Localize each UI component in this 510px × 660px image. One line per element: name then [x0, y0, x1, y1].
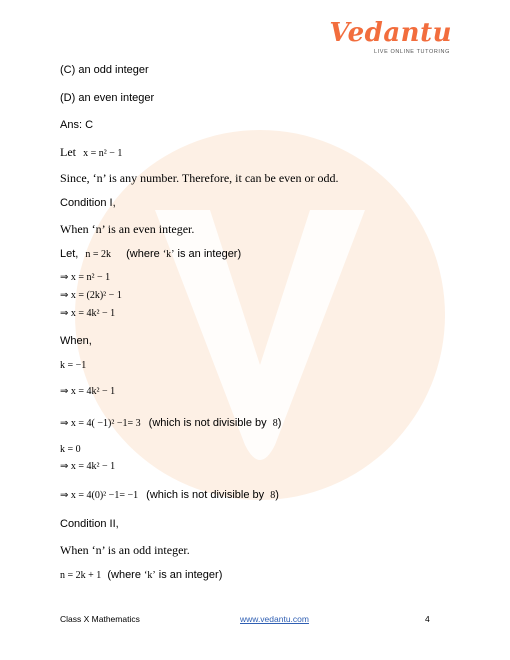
- option-c: (C) an odd integer: [60, 64, 149, 76]
- odd-k: ‘k’: [144, 570, 156, 581]
- step-7-note: (which is not divisible by: [146, 489, 265, 501]
- step-5-note: (which is not divisible by: [148, 417, 267, 429]
- eight-a: 8: [272, 418, 278, 429]
- odd-expression: n = 2k + 1: [60, 570, 102, 581]
- let2-expression: n = 2k: [85, 249, 112, 260]
- step-3: ⇒ x = 4k² − 1: [60, 308, 116, 319]
- step-6: ⇒ x = 4k² − 1: [60, 461, 116, 472]
- when-even: When ‘n’ is an even integer.: [60, 222, 195, 236]
- when-label: When,: [60, 335, 92, 347]
- vedantu-logo[interactable]: [329, 18, 452, 58]
- odd-where-end: is an integer): [158, 569, 223, 581]
- odd-n-line: [60, 569, 222, 581]
- let2-k: ‘k’: [162, 249, 175, 260]
- let2-where: (where: [126, 248, 160, 260]
- let2-where-end: is an integer): [177, 248, 242, 260]
- footer-class-label: Class X Mathematics: [60, 614, 140, 624]
- step-4: ⇒ x = 4k² − 1: [60, 386, 116, 397]
- let-label: Let: [60, 145, 76, 159]
- logo-tagline: LIVE ONLINE TUTORING: [374, 49, 450, 55]
- logo-text: Vedantu: [329, 18, 452, 48]
- let-line: [60, 145, 122, 160]
- when-odd: When ‘n’ is an odd integer.: [60, 543, 190, 557]
- close-paren-b: ): [275, 489, 279, 501]
- close-paren-a: ): [277, 417, 282, 429]
- since-line: Since, ‘n’ is any number. Therefore, it can be even or odd.: [60, 171, 339, 185]
- condition-one: Condition I,: [60, 197, 116, 209]
- k-zero: k = 0: [60, 444, 81, 455]
- step-7: ⇒ x = 4(0)² −1= −1: [60, 490, 139, 501]
- footer-page-number: 4: [425, 614, 430, 624]
- step-2: ⇒ x = (2k)² − 1: [60, 290, 122, 301]
- condition-two: Condition II,: [60, 518, 119, 530]
- odd-where: (where: [107, 569, 141, 581]
- footer-website-link[interactable]: www.vedantu.com: [240, 614, 309, 624]
- step-5-line: [60, 417, 281, 429]
- let-n-line: [60, 248, 241, 260]
- let2-label: Let,: [60, 248, 79, 260]
- answer: Ans: C: [60, 119, 94, 131]
- step-7-line: [60, 489, 279, 501]
- k-minus-one: k = −1: [60, 360, 87, 371]
- step-5: ⇒ x = 4( −1)² −1= 3: [60, 418, 141, 429]
- eight-b: 8: [270, 490, 276, 501]
- step-1: ⇒ x = n² − 1: [60, 272, 111, 283]
- let-expression: x = n² − 1: [83, 148, 123, 159]
- option-d: (D) an even integer: [60, 92, 155, 104]
